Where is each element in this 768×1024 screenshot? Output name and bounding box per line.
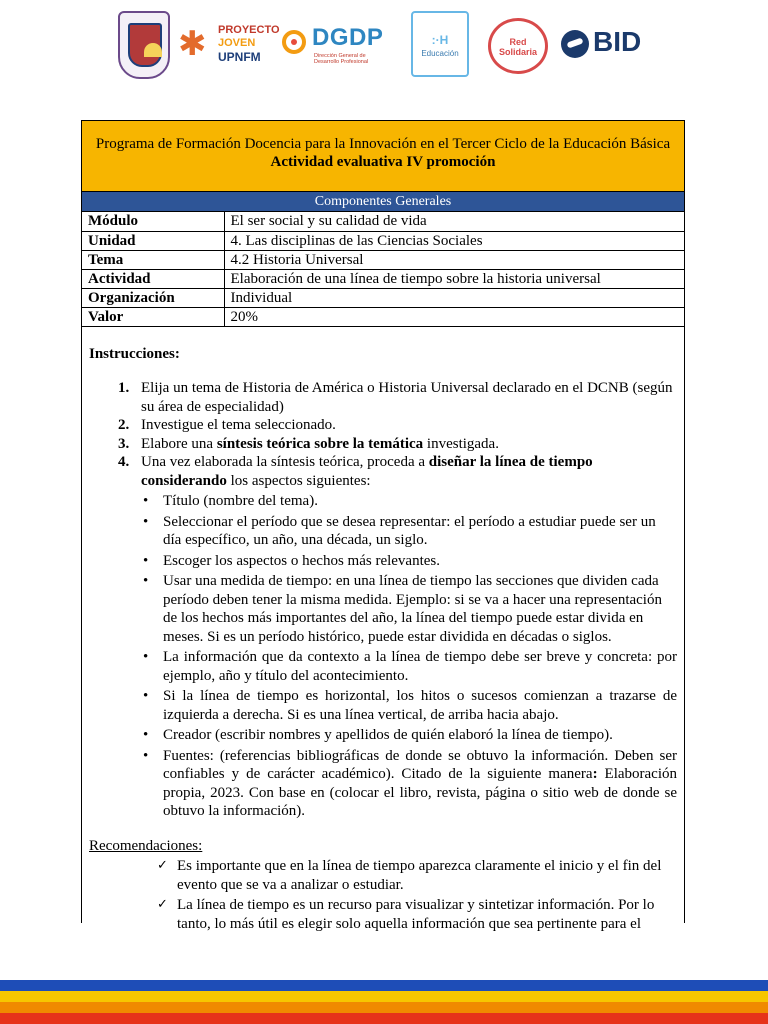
recommendation-item: ✓ Es importante que en la línea de tiempo aparezca claramente el inicio y el fin del evento que se va a analizar o estudiar. <box>177 857 677 894</box>
component-label: Actividad <box>82 269 224 288</box>
timeline-aspects-list <box>141 492 677 821</box>
component-label: Valor <box>82 307 224 326</box>
stripe-orange <box>0 1002 768 1013</box>
components-table <box>82 212 684 327</box>
people-burst-icon: ✱ <box>178 26 207 63</box>
document-header <box>82 121 684 192</box>
step-1: 1. Elija un tema de Historia de América o Historia Universal declarado en el DCNB (según su área de especialidad) <box>133 379 677 416</box>
component-value: 4.2 Historia Universal <box>224 250 684 269</box>
aspect-item: • Usar una medida de tiempo: en una línea de tiempo las secciones que dividen cada período deben tener la misma medida. Ejemplo: si se va a hacer una representación de los hechos más importantes del año, la línea del tiempo puede estar divida en meses. Si es un período histórico, puede estar dividida en décadas o siglos. <box>163 572 677 646</box>
aspect-item: • La información que da contexto a la línea de tiempo debe ser breve y concreta: por ejemplo, año y título del acontecimiento. <box>163 648 677 685</box>
educacion-logo: :·H Educación <box>411 11 469 77</box>
program-title: Programa de Formación Docencia para la Innovación en el Tercer Ciclo de la Educación Básica <box>95 136 671 152</box>
aspect-item: • Si la línea de tiempo es horizontal, los hitos o sucesos comienzan a trazarse de izquierda a derecha. Si es una línea vertical, de arriba hacia abajo. <box>163 687 677 724</box>
red-solidaria-logo: Red Solidaria <box>488 18 548 74</box>
document-body <box>82 327 684 934</box>
footer-color-stripes <box>0 980 768 1024</box>
stripe-blue <box>0 980 768 991</box>
stripe-red <box>0 1013 768 1024</box>
component-value: Individual <box>224 288 684 307</box>
component-row <box>82 231 684 250</box>
aspect-item: • Seleccionar el período que se desea representar: el período a estudiar puede ser un día específico, un año, una década, un siglo. <box>163 513 677 550</box>
university-seal-logo <box>118 11 170 79</box>
aspect-item: • Creador (escribir nombres y apellidos de quién elaboró la línea de tiempo). <box>163 726 677 745</box>
step-2: 2. Investigue el tema seleccionado. <box>133 416 677 435</box>
recommendation-item: ✓ La línea de tiempo es un recurso para visualizar y sintetizar información. Por lo tanto, lo más útil es elegir solo aquella información que sea pertinente para el <box>177 896 677 933</box>
component-value: 20% <box>224 307 684 326</box>
component-value: Elaboración de una línea de tiempo sobre la historia universal <box>224 269 684 288</box>
component-row <box>82 250 684 269</box>
proyecto-joven-logo: ✱ PROYECTO JOVEN UPNFM <box>178 24 280 64</box>
component-value: 4. Las disciplinas de las Ciencias Sociales <box>224 231 684 250</box>
bid-wave-icon <box>561 30 589 58</box>
component-row <box>82 212 684 231</box>
step-4: 4. Una vez elaborada la síntesis teórica, proceda a diseñar la línea de tiempo considerando los aspectos siguientes: • Título (nombre del tema). • Seleccionar el período que se desea representar: el período a estudiar puede ser un día específico, un año, una década, un siglo. • Escoger los aspectos o hechos más relevantes. • Usar una medida de tiempo: en una línea de tiempo las secciones que dividen cada período deben tener la misma medida. Ejemplo: si se va a hacer una representación de los hechos más importantes del año, la línea del tiempo puede estar divida en meses. Si es un período histórico, puede estar dividida en décadas o siglos. • La información que da contexto a la línea de tiempo debe ser breve y concreta: por ejemplo, año y título del acontecimiento. • Si la línea de tiempo es horizontal, los hitos o sucesos comienzan a trazarse de izquierda a derecha. Si es una línea vertical, de arriba hacia abajo. • Creador (escribir nombres y apellidos de quién elaboró la línea de tiempo). • Fuentes: (referencias bibliográficas de donde se obtuvo la información. Deben ser confiables y de carácter académico). Citado de la siguiente manera: Elaboración propia, 2023. Con base en (colocar el libro, revista, página o sitio web de donde se obtuvo la información). <box>133 453 677 821</box>
instructions-heading: Instrucciones: <box>89 345 180 362</box>
component-row <box>82 307 684 326</box>
recommendations-heading: Recomendaciones: <box>89 837 203 854</box>
component-label: Organización <box>82 288 224 307</box>
component-value: El ser social y su calidad de vida <box>224 212 684 231</box>
dgdp-logo: DGDP Dirección General de Desarrollo Profesional <box>282 22 392 68</box>
dgdp-circle-icon <box>282 30 306 54</box>
activity-document <box>81 120 685 932</box>
component-label: Unidad <box>82 231 224 250</box>
recommendations-list <box>89 857 677 933</box>
component-row <box>82 269 684 288</box>
logo-strip <box>0 8 768 84</box>
components-header: Componentes Generales <box>82 192 684 212</box>
component-label: Módulo <box>82 212 224 231</box>
component-row <box>82 288 684 307</box>
component-label: Tema <box>82 250 224 269</box>
aspect-item: • Escoger los aspectos o hechos más relevantes. <box>163 552 677 571</box>
bid-logo: BID <box>561 28 651 64</box>
aspect-item: • Título (nombre del tema). <box>163 492 677 511</box>
activity-title: Actividad evaluativa IV promoción <box>270 154 496 170</box>
instruction-steps <box>89 379 677 821</box>
step-3: 3. Elabore una síntesis teórica sobre la temática investigada. <box>133 435 677 454</box>
stripe-yellow <box>0 991 768 1002</box>
aspect-item-fuentes: • Fuentes: (referencias bibliográficas de donde se obtuvo la información. Deben ser confiables y de carácter académico). Citado de la siguiente manera: Elaboración propia, 2023. Con base en (colocar el libro, revista, página o sitio web de donde se obtuvo la información). <box>163 747 677 821</box>
